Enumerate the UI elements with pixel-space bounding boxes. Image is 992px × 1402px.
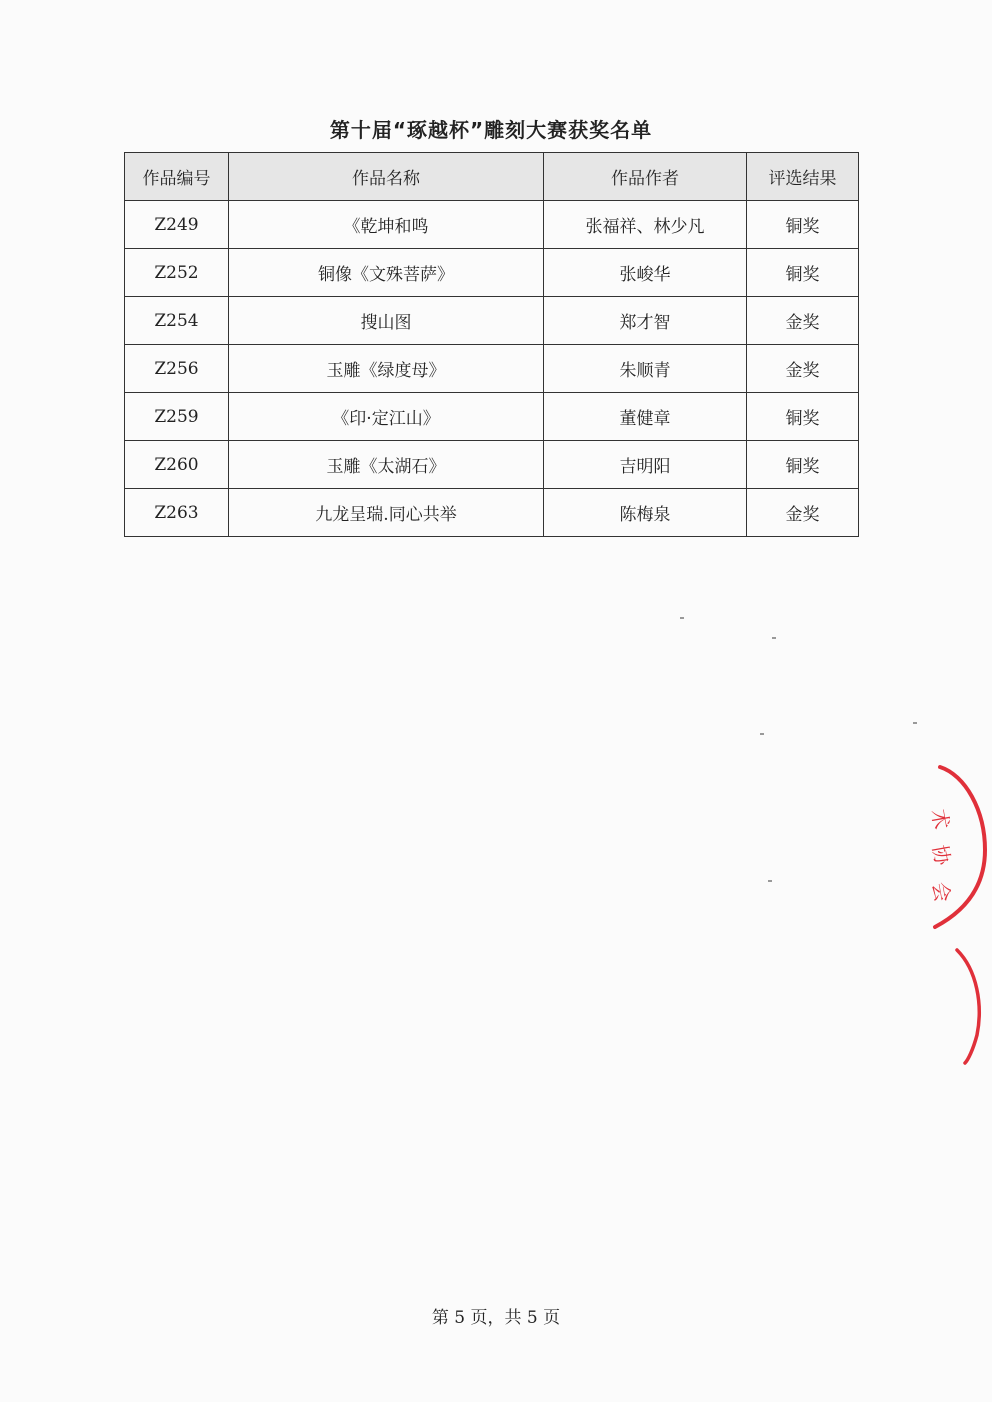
page-footer: 第 5 页，共 5 页 [431,1308,561,1328]
cell-work-name: 搜山图 [229,297,544,345]
scan-speck [768,880,772,882]
header-work-id: 作品编号 [125,153,229,201]
cell-work-id: Z263 [125,489,229,537]
cell-work-id: Z252 [125,249,229,297]
scan-speck [760,733,764,735]
cell-result: 铜奖 [747,201,859,249]
document-title: 第十届“琢越杯”雕刻大赛获奖名单 [329,118,653,142]
svg-text:术: 术 [926,807,954,832]
cell-result: 铜奖 [747,249,859,297]
cell-work-id: Z256 [125,345,229,393]
cell-work-name: 玉雕《绿度母》 [229,345,544,393]
cell-work-name: 玉雕《太湖石》 [229,441,544,489]
scan-speck [772,637,776,639]
header-result: 评选结果 [747,153,859,201]
cell-work-author: 张福祥、林少凡 [544,201,747,249]
cell-work-author: 郑才智 [544,297,747,345]
scan-speck [680,617,684,619]
cell-work-id: Z259 [125,393,229,441]
table-row [125,441,859,489]
table-row [125,249,859,297]
table-row [125,393,859,441]
cell-work-author: 陈梅泉 [544,489,747,537]
cell-work-author: 朱顺青 [544,345,747,393]
cell-work-id: Z254 [125,297,229,345]
cell-work-author: 张峻华 [544,249,747,297]
table-row [125,345,859,393]
cell-work-author: 董健章 [544,393,747,441]
table-row [125,489,859,537]
svg-text:协: 协 [927,843,955,867]
awards-table [124,152,859,537]
table-row [125,201,859,249]
header-work-author: 作品作者 [544,153,747,201]
cell-work-name: 铜像《文殊菩萨》 [229,249,544,297]
table-header-row [125,153,859,201]
cell-result: 金奖 [747,297,859,345]
cell-work-author: 吉明阳 [544,441,747,489]
cell-result: 铜奖 [747,393,859,441]
cell-work-name: 九龙呈瑞.同心共举 [229,489,544,537]
cell-work-id: Z260 [125,441,229,489]
cell-result: 铜奖 [747,441,859,489]
red-seal-stamp [905,755,992,1075]
cell-result: 金奖 [747,489,859,537]
cell-result: 金奖 [747,345,859,393]
svg-text:会: 会 [927,880,955,904]
seal-text-glyphs [927,807,955,904]
cell-work-name: 《印·定江山》 [229,393,544,441]
table-row [125,297,859,345]
scan-speck [913,722,917,724]
header-work-name: 作品名称 [229,153,544,201]
cell-work-name: 《乾坤和鸣 [229,201,544,249]
cell-work-id: Z249 [125,201,229,249]
